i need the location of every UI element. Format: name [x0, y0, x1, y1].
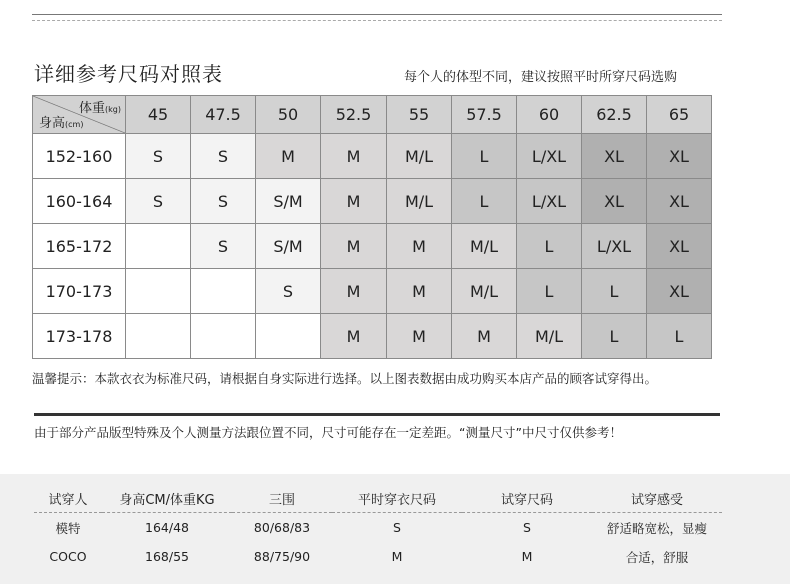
- height-range: 160-164: [33, 179, 126, 224]
- try-on-header: 试穿人: [34, 484, 102, 513]
- size-cell: XL: [647, 269, 712, 314]
- height-range: 165-172: [33, 224, 126, 269]
- size-cell: L: [452, 134, 517, 179]
- size-cell: M: [321, 134, 387, 179]
- weight-header: 65: [647, 96, 712, 134]
- try-on-row: [34, 513, 722, 543]
- try-on-cell: M: [521, 549, 533, 564]
- size-cell: [256, 314, 321, 359]
- size-cell: M: [387, 314, 452, 359]
- size-cell: M: [321, 224, 387, 269]
- size-cell: M: [321, 314, 387, 359]
- try-on-table: [34, 484, 722, 571]
- size-cell: [126, 224, 191, 269]
- size-chart-table: [32, 95, 712, 359]
- size-cell: M/L: [452, 269, 517, 314]
- height-range: 173-178: [33, 314, 126, 359]
- try-on-cell: M: [391, 549, 403, 564]
- try-on-row: [34, 542, 722, 571]
- weight-header: 55: [387, 96, 452, 134]
- try-on-cell: 合适，舒服: [625, 549, 689, 565]
- size-cell: [126, 314, 191, 359]
- size-row: [33, 314, 712, 359]
- size-cell: S/M: [256, 224, 321, 269]
- corner-cell: [33, 96, 126, 134]
- size-cell: M: [256, 134, 321, 179]
- size-cell: L: [647, 314, 712, 359]
- size-cell: S: [191, 224, 256, 269]
- size-row: [33, 269, 712, 314]
- try-on-header: 平时穿衣尺码: [332, 484, 462, 513]
- size-cell: [191, 269, 256, 314]
- size-cell: [191, 314, 256, 359]
- size-cell: M: [321, 179, 387, 224]
- weight-header: 60: [517, 96, 582, 134]
- size-cell: S: [126, 134, 191, 179]
- size-cell: XL: [647, 179, 712, 224]
- size-cell: M/L: [517, 314, 582, 359]
- try-on-header-row: [34, 484, 722, 513]
- height-unit: (cm): [65, 120, 84, 129]
- size-cell: XL: [647, 224, 712, 269]
- try-on-header: 试穿尺码: [462, 484, 592, 513]
- try-on-cell: S: [523, 520, 531, 535]
- size-cell: S: [191, 179, 256, 224]
- try-on-cell: 舒适略宽松，显瘦: [606, 520, 707, 536]
- size-cell: L/XL: [517, 134, 582, 179]
- try-on-cell: S: [393, 520, 401, 535]
- section-divider: [34, 413, 720, 416]
- size-cell: S/M: [256, 179, 321, 224]
- size-cell: L: [582, 269, 647, 314]
- size-cell: S: [191, 134, 256, 179]
- page-title: 详细参考尺码对照表: [34, 62, 223, 86]
- try-on-cell: 168/55: [145, 549, 189, 564]
- size-cell: M: [387, 224, 452, 269]
- size-row: [33, 134, 712, 179]
- weight-header: 52.5: [321, 96, 387, 134]
- top-dashed-divider: [32, 20, 722, 21]
- height-range: 152-160: [33, 134, 126, 179]
- try-on-cell: 模特: [55, 520, 81, 536]
- weight-header: 50: [256, 96, 321, 134]
- size-cell: L: [517, 224, 582, 269]
- size-cell: L: [452, 179, 517, 224]
- weight-header: 57.5: [452, 96, 517, 134]
- size-cell: L: [582, 314, 647, 359]
- size-cell: L/XL: [517, 179, 582, 224]
- try-on-header: 试穿感受: [592, 484, 722, 513]
- try-on-cell: 164/48: [145, 520, 189, 535]
- try-on-header: 身高CM/体重KG: [102, 484, 232, 513]
- size-cell: M/L: [387, 134, 452, 179]
- measurement-disclaimer: 由于部分产品版型特殊及个人测量方法跟位置不同，尺寸可能存在一定差距。“测量尺寸”中尺寸仅供参考！: [34, 425, 622, 440]
- size-cell: XL: [582, 134, 647, 179]
- size-cell: XL: [647, 134, 712, 179]
- weight-header: 62.5: [582, 96, 647, 134]
- try-on-cell: 88/75/90: [253, 549, 311, 564]
- size-cell: L/XL: [582, 224, 647, 269]
- height-label: 身高: [39, 116, 66, 131]
- size-cell: M/L: [387, 179, 452, 224]
- size-row: [33, 224, 712, 269]
- weight-header-row: [33, 96, 712, 134]
- size-cell: M: [387, 269, 452, 314]
- size-cell: [126, 269, 191, 314]
- size-cell: M: [321, 269, 387, 314]
- size-tip: 温馨提示：本款衣衣为标准尺码，请根据自身实际进行选择。以上图表数据由成功购买本店产品的顾客试穿得出。: [32, 371, 658, 386]
- size-cell: M: [452, 314, 517, 359]
- try-on-cell: COCO: [49, 549, 87, 564]
- size-row: [33, 179, 712, 224]
- weight-label: 体重: [79, 101, 106, 116]
- size-cell: L: [517, 269, 582, 314]
- weight-header: 45: [126, 96, 191, 134]
- try-on-cell: 80/68/83: [253, 520, 311, 535]
- try-on-header: 三围: [232, 484, 332, 513]
- size-cell: XL: [582, 179, 647, 224]
- height-range: 170-173: [33, 269, 126, 314]
- size-cell: S: [126, 179, 191, 224]
- size-cell: M/L: [452, 224, 517, 269]
- top-divider: [32, 14, 722, 15]
- page-subtitle: 每个人的体型不同，建议按照平时所穿尺码选购: [404, 70, 678, 85]
- size-cell: S: [256, 269, 321, 314]
- weight-unit: (kg): [105, 105, 121, 114]
- weight-header: 47.5: [191, 96, 256, 134]
